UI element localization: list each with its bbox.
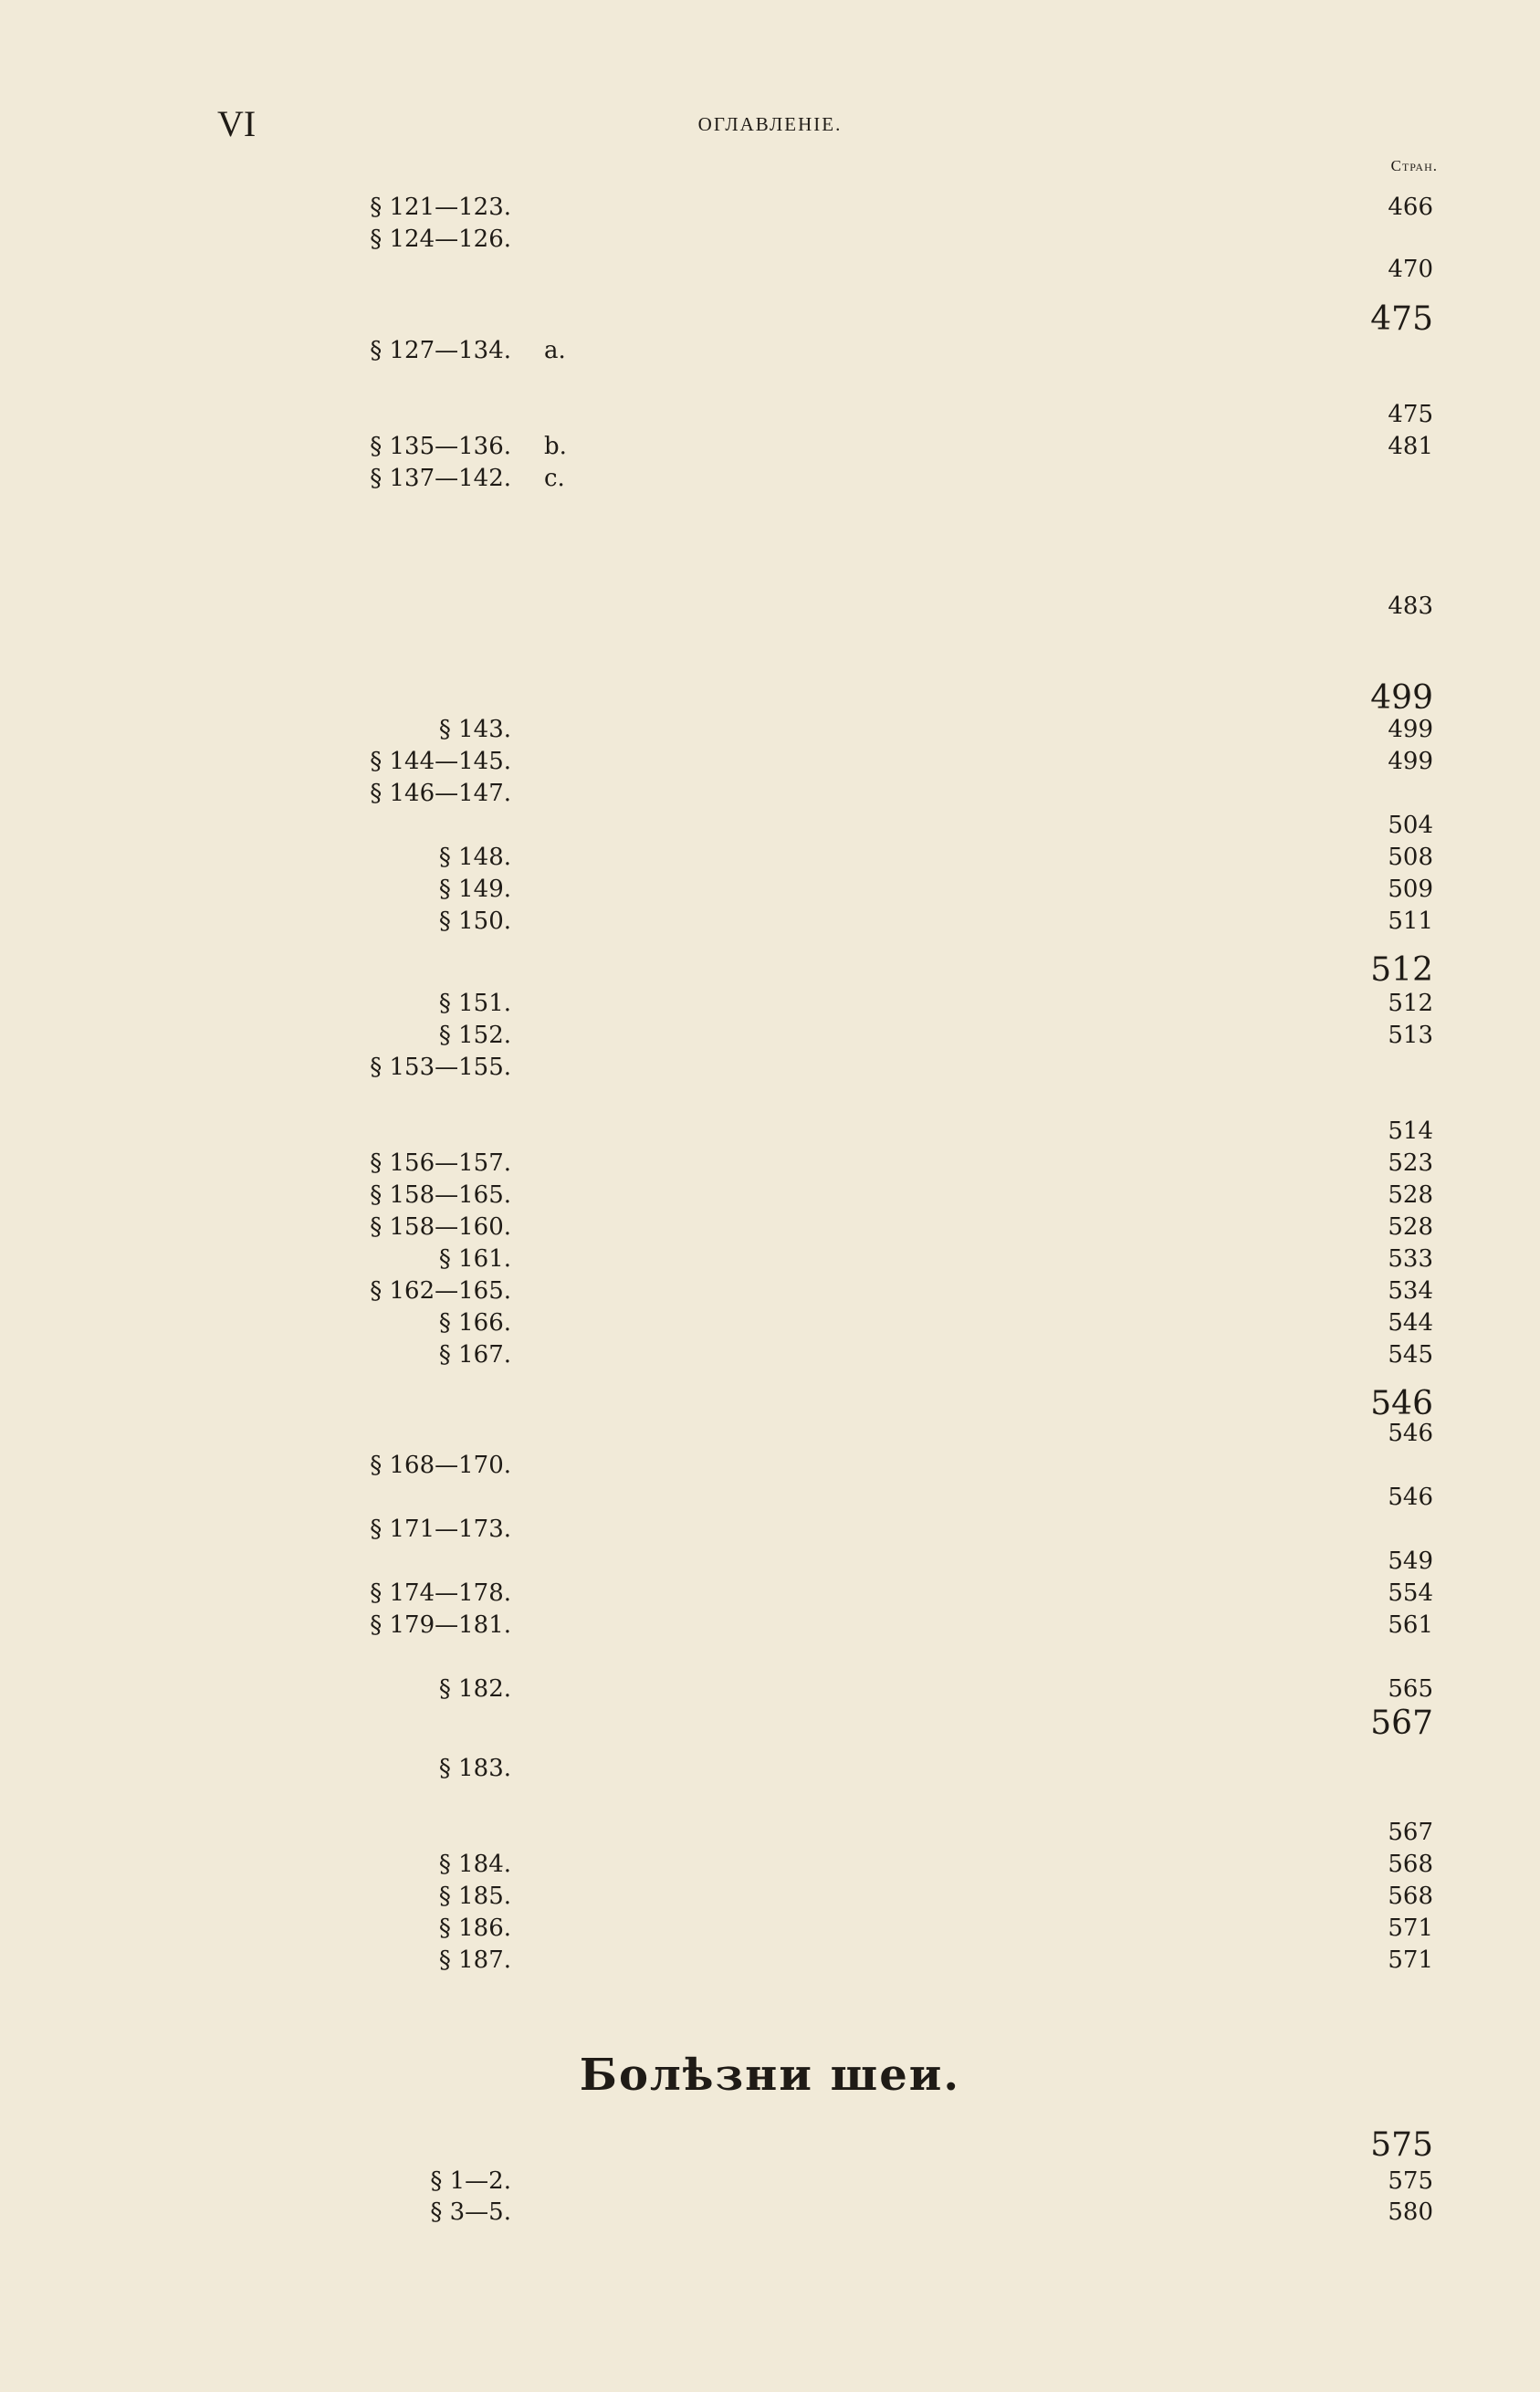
toc-entry bbox=[0, 1673, 1540, 1705]
toc-section-number: § 149. bbox=[438, 876, 511, 903]
toc-entry bbox=[0, 335, 1540, 366]
toc-page-number: 511 bbox=[1388, 907, 1433, 935]
toc-entry bbox=[0, 2197, 1540, 2228]
toc-chapter bbox=[0, 301, 1540, 338]
toc-section-number: § 162—165. bbox=[370, 1277, 511, 1305]
toc-section-number: § 184. bbox=[438, 1851, 511, 1878]
toc-entry bbox=[0, 1881, 1540, 1912]
toc-entry bbox=[0, 1275, 1540, 1306]
toc-entry bbox=[0, 254, 1540, 285]
toc-page-number: 571 bbox=[1388, 1915, 1433, 1942]
toc-section-number: § 127—134. bbox=[370, 337, 511, 364]
toc-section-number: § 171—173. bbox=[370, 1516, 511, 1543]
toc-page-number: 568 bbox=[1388, 1883, 1433, 1910]
toc-section-number: § 137—142. bbox=[370, 465, 511, 492]
toc-entry bbox=[0, 1418, 1540, 1449]
toc-section-number: § 174—178. bbox=[370, 1579, 511, 1607]
toc-entry bbox=[0, 192, 1540, 223]
toc-entry bbox=[0, 495, 1540, 526]
toc-page-number: 567 bbox=[1388, 1819, 1433, 1846]
toc-entry bbox=[0, 1148, 1540, 1179]
toc-section-number: § 151. bbox=[438, 990, 511, 1017]
toc-entry bbox=[0, 1610, 1540, 1641]
toc-section-number: § 183. bbox=[438, 1755, 511, 1782]
toc-entry bbox=[0, 431, 1540, 462]
toc-entry bbox=[0, 463, 1540, 494]
toc-section-number: § 179—181. bbox=[370, 1611, 511, 1639]
toc-entry bbox=[0, 1450, 1540, 1481]
toc-entry bbox=[0, 1785, 1540, 1816]
toc-section-number: § 146—147. bbox=[370, 780, 511, 807]
toc-entry bbox=[0, 1180, 1540, 1211]
toc-page-number: 513 bbox=[1388, 1022, 1433, 1049]
toc-section-number: § 166. bbox=[438, 1309, 511, 1337]
toc-page-number: 512 bbox=[1388, 990, 1433, 1017]
toc-page-number: 499 bbox=[1388, 716, 1433, 743]
toc-entry bbox=[0, 1546, 1540, 1577]
toc-entry bbox=[0, 714, 1540, 745]
toc-page-number: 475 bbox=[1370, 300, 1433, 338]
toc-entry bbox=[0, 1578, 1540, 1609]
toc-section-number: § 152. bbox=[438, 1022, 511, 1049]
page-number-roman: VI bbox=[217, 103, 257, 144]
toc-page-number: 546 bbox=[1370, 1385, 1433, 1422]
toc-section-number: § 156—157. bbox=[370, 1149, 511, 1177]
toc-entry bbox=[0, 810, 1540, 841]
toc-section-number: § 158—160. bbox=[370, 1213, 511, 1241]
toc-chapter bbox=[0, 1705, 1540, 1742]
toc-entry bbox=[0, 906, 1540, 937]
toc-section-number: § 158—165. bbox=[370, 1181, 511, 1209]
toc-entry bbox=[0, 1052, 1540, 1083]
toc-entry bbox=[0, 1307, 1540, 1338]
toc-page-number: 567 bbox=[1370, 1705, 1433, 1742]
toc-page-number: 575 bbox=[1370, 2126, 1433, 2164]
toc-entry bbox=[0, 1817, 1540, 1848]
toc-item-letter: c. bbox=[544, 465, 565, 492]
toc-entry bbox=[0, 367, 1540, 398]
toc-entry bbox=[0, 1212, 1540, 1243]
toc-section-number: § 143. bbox=[438, 716, 511, 743]
toc-entry bbox=[0, 1116, 1540, 1147]
toc-entry bbox=[0, 2166, 1540, 2197]
toc-entry bbox=[0, 1020, 1540, 1051]
toc-entry bbox=[0, 224, 1540, 255]
toc-page-number: 546 bbox=[1388, 1484, 1433, 1511]
toc-page-number: 514 bbox=[1388, 1117, 1433, 1145]
toc-chapter bbox=[0, 639, 1540, 676]
toc-section-number: § 144—145. bbox=[370, 748, 511, 775]
toc-page-number: 504 bbox=[1388, 812, 1433, 839]
toc-page-number: 466 bbox=[1388, 194, 1433, 221]
toc-entry bbox=[0, 778, 1540, 809]
toc-entry bbox=[0, 1945, 1540, 1976]
toc-entry bbox=[0, 559, 1540, 590]
toc-section-number: § 121—123. bbox=[370, 194, 511, 221]
toc-entry bbox=[0, 746, 1540, 777]
page-title: ОГЛАВЛЕНІЕ. bbox=[697, 113, 843, 135]
toc-page-number: 508 bbox=[1388, 844, 1433, 871]
toc-entry bbox=[0, 1514, 1540, 1545]
toc-section-number: § 135—136. bbox=[370, 433, 511, 460]
toc-entry bbox=[0, 680, 1540, 717]
toc-item-letter: a. bbox=[544, 337, 566, 364]
toc-page-number: 561 bbox=[1388, 1611, 1433, 1639]
toc-item-letter: b. bbox=[544, 433, 567, 460]
section-title: Болѣзни шеи. bbox=[579, 2050, 961, 2101]
toc-entry bbox=[0, 399, 1540, 430]
toc-page-number: 528 bbox=[1388, 1181, 1433, 1209]
toc-section-number: § 150. bbox=[438, 907, 511, 935]
toc-entry bbox=[0, 1339, 1540, 1370]
toc-page-number: 475 bbox=[1388, 401, 1433, 428]
toc-page-number: 568 bbox=[1388, 1851, 1433, 1878]
toc-chapter bbox=[0, 952, 1540, 989]
toc-entry bbox=[0, 1482, 1540, 1513]
toc-section-number: § 148. bbox=[438, 844, 511, 871]
toc-section-number: § 124—126. bbox=[370, 226, 511, 253]
toc-page-number: 565 bbox=[1388, 1675, 1433, 1703]
toc-page-number: 545 bbox=[1388, 1341, 1433, 1369]
toc-section-number: § 161. bbox=[438, 1245, 511, 1273]
toc-page-number: 580 bbox=[1388, 2198, 1433, 2226]
toc-page-number: 571 bbox=[1388, 1946, 1433, 1974]
toc-section-number: § 187. bbox=[438, 1946, 511, 1974]
toc-chapter bbox=[0, 1386, 1540, 1422]
toc-page-number: 509 bbox=[1388, 876, 1433, 903]
toc-page-number: 483 bbox=[1388, 593, 1433, 620]
toc-section-number: § 185. bbox=[438, 1883, 511, 1910]
toc-section-number: § 186. bbox=[438, 1915, 511, 1942]
toc-page-number: 470 bbox=[1388, 256, 1433, 283]
toc-page-number: 481 bbox=[1388, 433, 1433, 460]
toc-page-number: 528 bbox=[1388, 1213, 1433, 1241]
toc-entry bbox=[0, 1084, 1540, 1115]
toc-entry bbox=[0, 527, 1540, 558]
toc-section-number: § 1—2. bbox=[430, 2167, 511, 2195]
toc-chapter bbox=[0, 2127, 1540, 2164]
toc-entry bbox=[0, 1642, 1540, 1673]
toc-page-number: 523 bbox=[1388, 1149, 1433, 1177]
toc-page-number: 554 bbox=[1388, 1579, 1433, 1607]
toc-entry bbox=[0, 591, 1540, 622]
toc-section-number: § 153—155. bbox=[370, 1054, 511, 1081]
toc-page-number: 575 bbox=[1388, 2167, 1433, 2195]
toc-entry bbox=[0, 1849, 1540, 1880]
toc-page-number: 533 bbox=[1388, 1245, 1433, 1273]
toc-section-number: § 167. bbox=[438, 1341, 511, 1369]
toc-page-number: 499 bbox=[1388, 748, 1433, 775]
toc-page-number: 544 bbox=[1388, 1309, 1433, 1337]
toc-page-number: 549 bbox=[1388, 1547, 1433, 1575]
toc-page-number: 546 bbox=[1388, 1420, 1433, 1447]
toc-entry bbox=[0, 1753, 1540, 1784]
toc-entry bbox=[0, 874, 1540, 905]
toc-page-number: 499 bbox=[1370, 679, 1433, 717]
toc-entry bbox=[0, 1243, 1540, 1275]
toc-page-number: 512 bbox=[1370, 951, 1433, 989]
toc-section-number: § 182. bbox=[438, 1675, 511, 1703]
toc-page-number: 534 bbox=[1388, 1277, 1433, 1305]
toc-section-number: § 3—5. bbox=[430, 2198, 511, 2226]
toc-section-number: § 168—170. bbox=[370, 1452, 511, 1479]
page-column-label: Стран. bbox=[1390, 157, 1438, 174]
toc-entry bbox=[0, 988, 1540, 1019]
toc-entry bbox=[0, 842, 1540, 873]
toc-entry bbox=[0, 1913, 1540, 1944]
